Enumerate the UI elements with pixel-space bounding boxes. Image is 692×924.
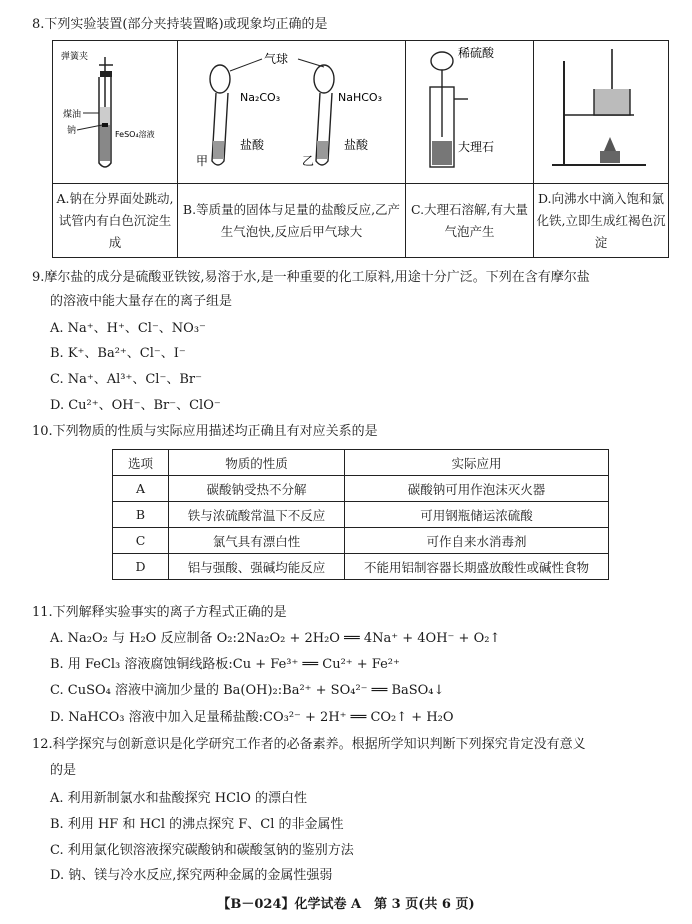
sodium-feso4-apparatus [53,41,178,179]
marble-acid-apparatus [406,41,534,179]
spring-clip-icon [100,71,112,77]
q8-option-d[interactable]: D.向沸水中滴入饱和氯化铁,立即生成红褐色沉淀 [534,184,669,258]
question-10-stem: 10.下列物质的性质与实际应用描述均正确且有对应关系的是 [32,424,378,439]
page-footer: 【B－024】化学试卷 A 第 3 页(共 6 页) [217,897,475,912]
row-application: 碳酸钠可用作泡沫灭火器 [345,476,609,502]
table-row[interactable] [113,528,609,554]
row-option: D [113,554,169,580]
q8-option-a[interactable]: A.钠在分界面处跳动,试管内有白色沉淀生成 [53,184,178,258]
q8-option-c[interactable]: C.大理石溶解,有大量气泡产生 [406,184,534,258]
properties-table [112,449,609,580]
apparatus-a-cell [53,41,178,184]
q8-option-b[interactable]: B.等质量的固体与足量的盐酸反应,乙产生气泡快,反应后甲气球大 [178,184,406,258]
row-application: 可作自来水消毒剂 [345,528,609,554]
question-12-stem-line1: 12.科学探究与创新意识是化学研究工作者的必备素养。根据所学知识判断下列探究肯定没有意义 [32,737,586,752]
apparatus-b-cell [178,41,406,184]
row-property: 铁与浓硫酸常温下不反应 [169,502,345,528]
q9-option-a[interactable]: A. Na⁺、H⁺、Cl⁻、NO₃⁻ [50,321,206,336]
question-11-stem: 11.下列解释实验事实的离子方程式正确的是 [32,605,287,620]
row-property: 碳酸钠受热不分解 [169,476,345,502]
question-12-stem-line2: 的是 [50,763,77,778]
label-nahco3: NaHCO₃ [338,91,382,104]
q9-option-d[interactable]: D. Cu²⁺、OH⁻、Br⁻、ClO⁻ [50,398,221,413]
q11-option-d[interactable]: D. NaHCO₃ 溶液中加入足量稀盐酸:CO₃²⁻ + 2H⁺ ══ CO₂↑ + H₂O [50,710,454,725]
q12-option-d[interactable]: D. 钠、镁与冷水反应,探究两种金属的金属性强弱 [50,868,333,883]
apparatus-d-cell [534,41,669,184]
label-sodium: 钠 [67,126,77,136]
flame-icon [604,137,616,151]
q11-option-b[interactable]: B. 用 FeCl₃ 溶液腐蚀铜线路板:Cu + Fe³⁺ ══ Cu²⁺ + Fe²⁺ [50,657,400,672]
label-marble: 大理石 [458,140,495,154]
label-feso4: FeSO₄溶液 [115,130,155,139]
label-balloon: 气球 [264,52,289,66]
q9-option-b[interactable]: B. K⁺、Ba²⁺、Cl⁻、I⁻ [50,346,186,361]
apparatus-c-cell [406,41,534,184]
question-9-stem-line2: 的溶液中能大量存在的离子组是 [50,294,233,309]
q11-option-c[interactable]: C. CuSO₄ 溶液中滴加少量的 Ba(OH)₂:Ba²⁺ + SO₄²⁻ ══ BaSO₄↓ [50,683,445,698]
row-option: B [113,502,169,528]
label-na2co3: Na₂CO₃ [240,91,281,104]
row-property: 铝与强酸、强碱均能反应 [169,554,345,580]
balloon-tubes-apparatus [178,41,406,179]
row-application: 不能用铝制容器长期盛放酸性或碱性食物 [345,554,609,580]
row-property: 氯气具有漂白性 [169,528,345,554]
header-property: 物质的性质 [169,450,345,476]
table-header-row [113,450,609,476]
question-9-stem-line1: 9.摩尔盐的成分是硫酸亚铁铵,易溶于水,是一种重要的化工原料,用途十分广泛。下列在含有摩尔盐 [32,270,590,285]
q12-option-c[interactable]: C. 利用氯化钡溶液探究碳酸钠和碳酸氢钠的鉴别方法 [50,843,354,858]
label-kerosene: 煤油 [63,110,82,120]
label-hcl-b: 盐酸 [344,138,369,152]
q12-option-b[interactable]: B. 利用 HF 和 HCl 的沸点探究 F、Cl 的非金属性 [50,817,344,832]
beaker-icon [594,89,630,115]
funnel-icon [431,52,453,70]
label-spring-clip: 弹簧夹 [61,52,89,62]
table-row[interactable] [113,554,609,580]
label-jia: 甲 [196,154,209,168]
label-hcl-a: 盐酸 [240,138,265,152]
label-dilute-h2so4: 稀硫酸 [458,46,495,60]
row-option: C [113,528,169,554]
table-row[interactable] [113,502,609,528]
apparatus-table [52,40,669,258]
row-application: 可用钢瓶储运浓硫酸 [345,502,609,528]
q11-option-a[interactable]: A. Na₂O₂ 与 H₂O 反应制备 O₂:2Na₂O₂ + 2H₂O ══ 4Na⁺ + 4OH⁻ + O₂↑ [50,631,501,646]
question-8-stem: 8.下列实验装置(部分夹持装置略)或现象均正确的是 [32,17,328,32]
table-row[interactable] [113,476,609,502]
header-application: 实际应用 [345,450,609,476]
header-option: 选项 [113,450,169,476]
boiling-water-apparatus [534,41,669,179]
tube-jia-icon [210,65,230,165]
label-yi: 乙 [302,154,315,168]
q9-option-c[interactable]: C. Na⁺、Al³⁺、Cl⁻、Br⁻ [50,372,202,387]
tube-yi-icon [314,65,334,165]
row-option: A [113,476,169,502]
q12-option-a[interactable]: A. 利用新制氯水和盐酸探究 HClO 的漂白性 [50,791,308,806]
